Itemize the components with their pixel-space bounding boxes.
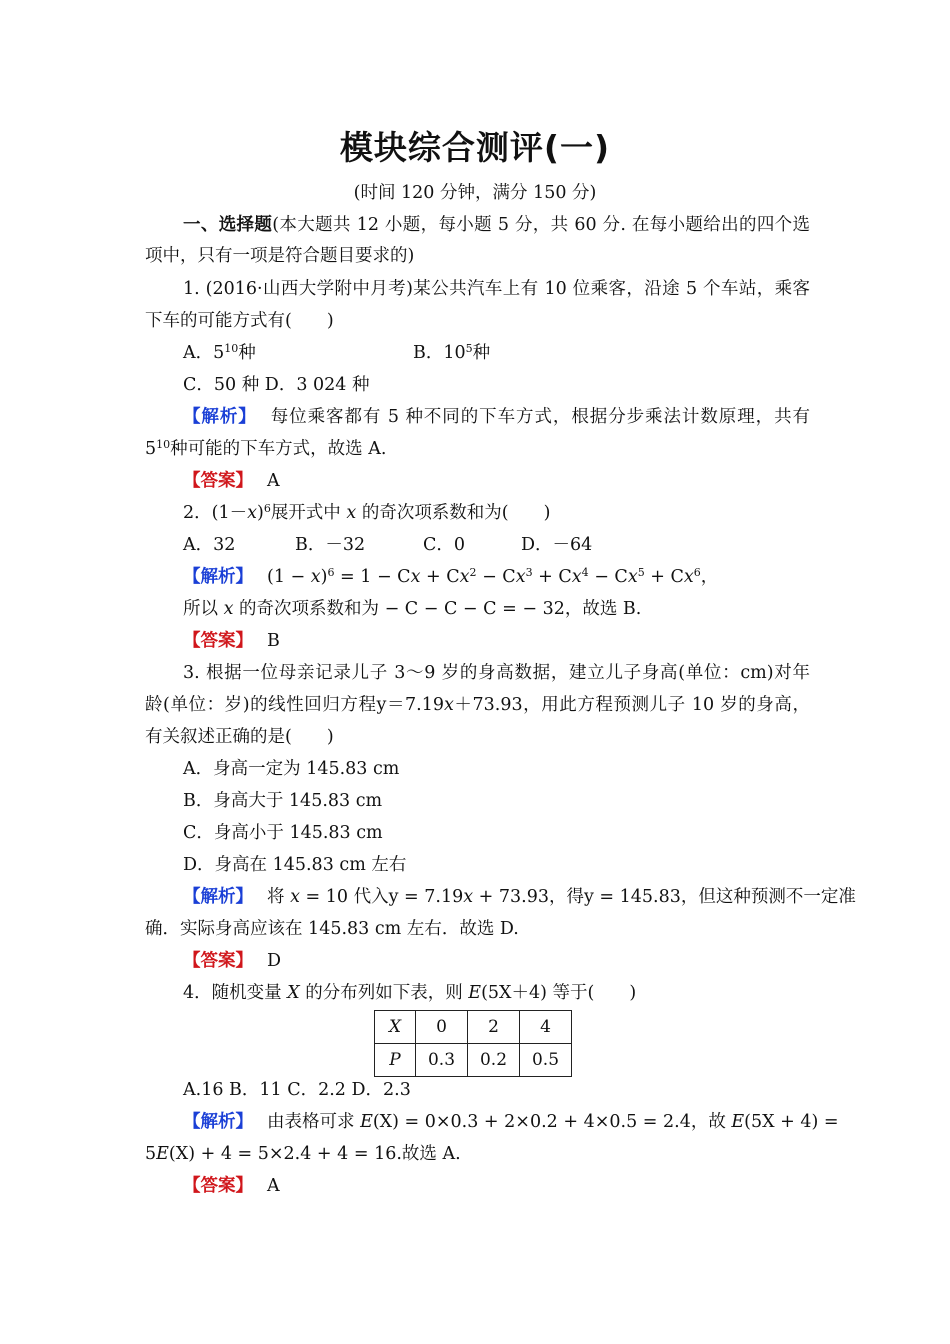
q3-option-c: C．身高小于 145.83 cm xyxy=(183,823,383,843)
answer-label: 【答案】 xyxy=(183,951,253,971)
q1-option-a: A．$5^{10}$种 xyxy=(183,342,256,363)
table-cell: 0.2 xyxy=(468,1044,520,1077)
q2-analysis: 【解析】 $(1 - x)^6 = 1 - Cx + Cx^2 - Cx^3 + Cx^4 - Cx^5 + Cx^6$， xyxy=(183,566,719,587)
q2-option-d: D．－64 xyxy=(521,535,593,555)
q3-stem-1: 3. 根据一位母亲记录儿子 3～9 岁的身高数据，建立儿子身高(单位：cm)对年 xyxy=(183,663,810,683)
q3-option-a: A．身高一定为 145.83 cm xyxy=(183,759,400,779)
q3-answer-value: D xyxy=(267,951,282,971)
table-row xyxy=(375,1011,572,1044)
q4-analysis-2: 5E(X) + 4 = 5×2.4 + 4 = 16.故选 A. xyxy=(145,1144,461,1164)
q2-answer xyxy=(183,629,810,653)
q3-analysis-2: 确．实际身高应该在 145.83 cm 左右．故选 D. xyxy=(145,919,519,939)
q4-stem: 4．随机变量 X 的分布列如下表，则 E(5X＋4) 等于( ) xyxy=(183,983,637,1003)
q2-option-b: B．－32 xyxy=(295,535,366,555)
q1-stem-1: 1. (2016·山西大学附中月考)某公共汽车上有 10 位乘客，沿途 5 个车站，乘客 xyxy=(183,279,810,299)
analysis-label: 【解析】 xyxy=(183,407,257,427)
q1-analysis-1: 每位乘客都有 5 种不同的下车方式，根据分步乘法计数原理，共有 xyxy=(270,407,811,427)
analysis-label: 【解析】 xyxy=(183,567,253,587)
q1-answer-value: A xyxy=(267,471,280,491)
q4-answer-value: A xyxy=(267,1176,280,1196)
section-label: 一、选择题 xyxy=(183,215,273,235)
table-cell: 0.5 xyxy=(520,1044,572,1077)
analysis-label: 【解析】 xyxy=(183,887,253,907)
q2-stem: 2．$(1-x)^6$展开式中 x 的奇次项系数和为( ) xyxy=(183,502,551,523)
q2-analysis-2: 所以 x 的奇次项系数和为 − C − C − C = − 32，故选 B. xyxy=(183,599,642,619)
answer-label: 【答案】 xyxy=(183,631,253,651)
q2-answer-value: B xyxy=(267,631,280,651)
q3-stem-2: 龄(单位：岁)的线性回归方程y＝7.19x＋73.93，用此方程预测儿子 10 岁的身高， xyxy=(145,695,810,715)
answer-label: 【答案】 xyxy=(183,1176,253,1196)
q4-answer xyxy=(183,1174,810,1198)
table-cell: 4 xyxy=(520,1011,572,1044)
q1-analysis xyxy=(183,405,810,429)
q3-answer xyxy=(183,949,810,973)
q4-options: A.16 B．11 C．2.2 D．2.3 xyxy=(183,1080,411,1100)
table-cell: 0 xyxy=(416,1011,468,1044)
section-header xyxy=(183,213,810,237)
q1-options-ab xyxy=(183,341,810,365)
q1-stem-2: 下车的可能方式有( ) xyxy=(145,311,334,331)
distribution-table xyxy=(374,1010,572,1077)
q2-option-c: C．0 xyxy=(423,535,466,555)
table-cell: 2 xyxy=(468,1011,520,1044)
section-desc-2: 项中，只有一项是符合题目要求的) xyxy=(145,246,415,266)
answer-label: 【答案】 xyxy=(183,471,253,491)
q4-analysis: 【解析】 由表格可求 E(X) = 0×0.3 + 2×0.2 + 4×0.5 = 2.4，故 E(5X + 4) = xyxy=(183,1112,839,1132)
q2-options xyxy=(183,533,810,557)
q2-option-a: A．32 xyxy=(183,535,236,555)
section-desc-1: (本大题共 12 小题，每小题 5 分，共 60 分. 在每小题给出的四个选 xyxy=(272,215,811,235)
analysis-label: 【解析】 xyxy=(183,1112,253,1132)
q1-options-cd: C．50 种 D．3 024 种 xyxy=(183,375,370,395)
q3-analysis: 【解析】 将 x = 10 代入y = 7.19x + 73.93，得y = 145.83，但这种预测不一定准 xyxy=(183,887,856,907)
table-header-p: P xyxy=(375,1044,416,1077)
table-header-x: X xyxy=(375,1011,416,1044)
q1-answer xyxy=(183,469,810,493)
subtitle: (时间 120 分钟，满分 150 分) xyxy=(353,183,597,203)
q1-analysis-2: $5^{10}$种可能的下车方式，故选 A. xyxy=(145,438,387,459)
q3-stem-3: 有关叙述正确的是( ) xyxy=(145,727,334,747)
q1-option-b: B．$10^5$种 xyxy=(413,342,491,363)
table-cell: 0.3 xyxy=(416,1044,468,1077)
q3-option-d: D．身高在 145.83 cm 左右 xyxy=(183,855,407,875)
table-row xyxy=(375,1044,572,1077)
page-title: 模块综合测评(一) xyxy=(339,128,611,167)
q3-option-b: B．身高大于 145.83 cm xyxy=(183,791,383,811)
